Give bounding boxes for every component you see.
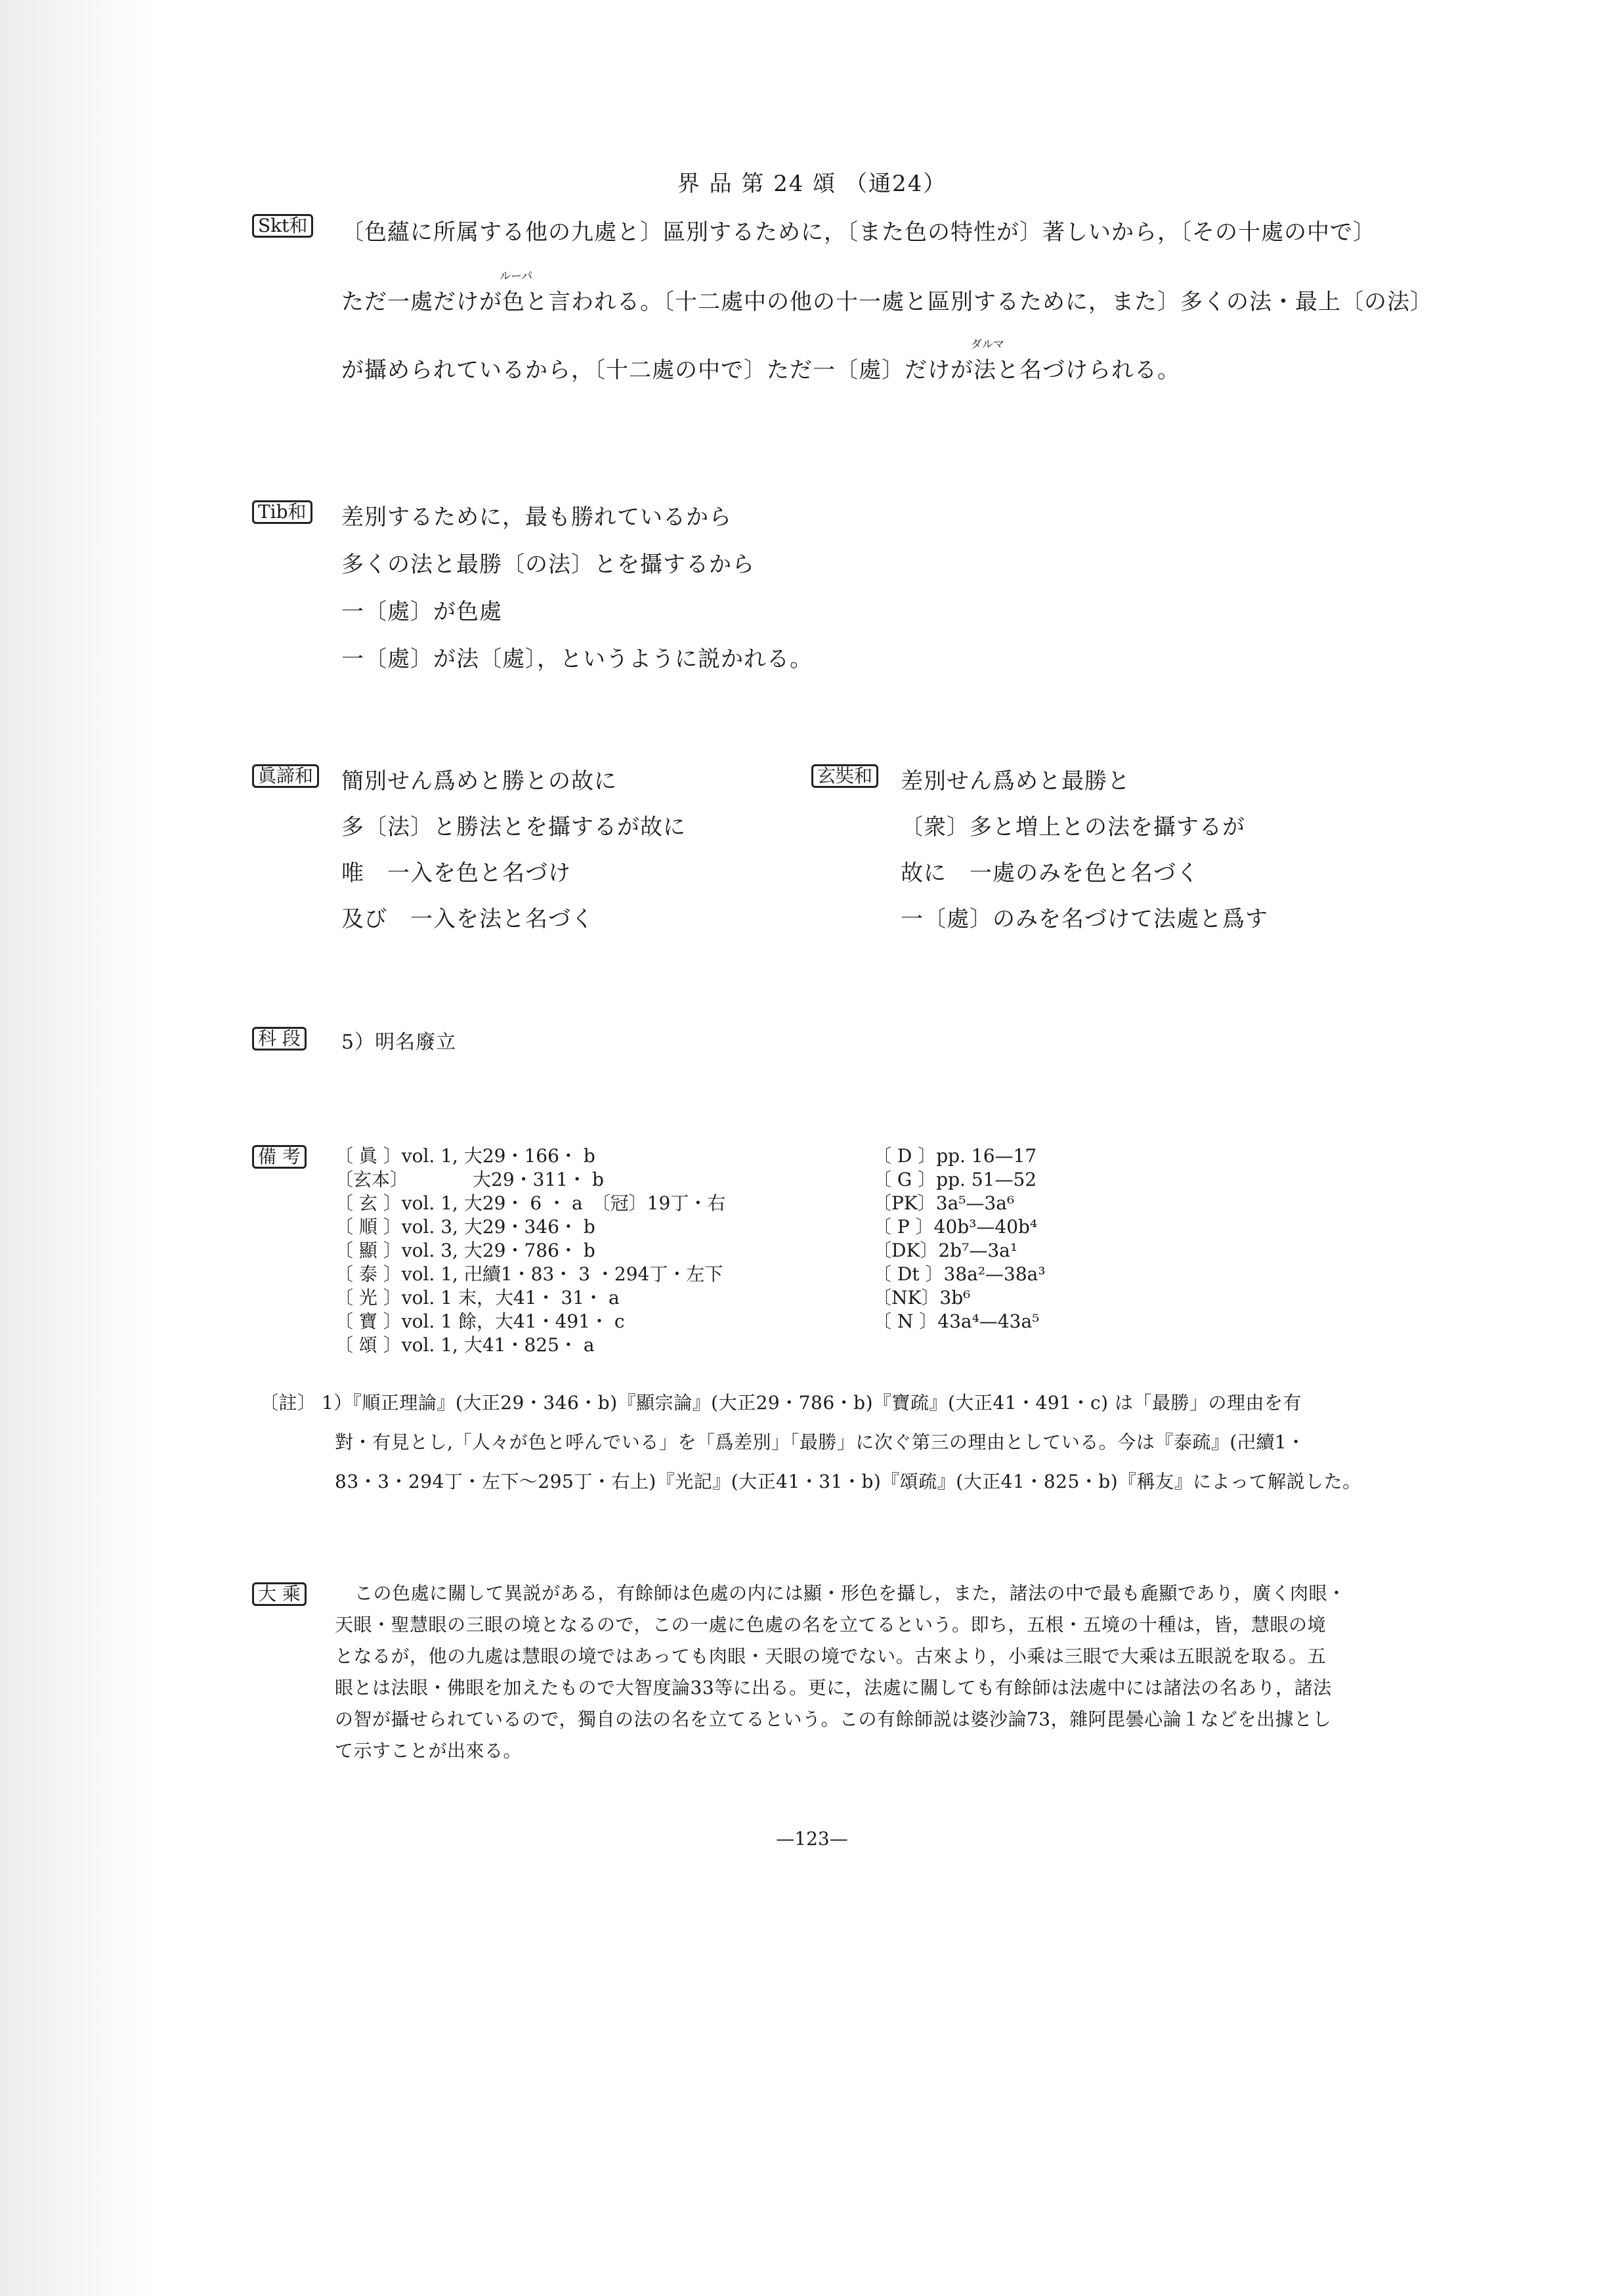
daijo-line-5: の智が攝せられているので，獨自の法の名を立てるという。この有餘師説は婆沙論73，雜阿毘曇心論１などを出據とし <box>335 1708 1332 1730</box>
skt-line-3-post: と名づけられる。 <box>996 357 1180 383</box>
page-header: 界 品 第 24 頌 （通24） <box>677 171 947 197</box>
skt-line-3-pre: が攝められているから，〔十二處の中で〕ただ一〔處〕だけが <box>341 357 973 383</box>
label-skt: Skt和 <box>252 214 313 238</box>
ruby-rupa-reading: ルーパ <box>500 270 533 283</box>
page-number: —123— <box>776 1828 848 1850</box>
ref-right-6: 〔 Dt 〕38a²—38a³ <box>873 1263 1046 1285</box>
daijo-line-3: となるが，他の九處は慧眼の境ではあっても肉眼・天眼の境でない。古來より，小乘は三眼で大乘は五眼説を取る。五 <box>335 1645 1327 1667</box>
ref-left-8: 〔 寶 〕vol. 1 餘，大41・491・ c <box>335 1310 625 1332</box>
note-line-1: 1）『順正理論』(大正29・346・b)『顯宗論』(大正29・786・b)『寶疏』(大正41・491・c) は「最勝」の理由を有 <box>322 1392 1302 1414</box>
skt-line-2-pre: ただ一處だけが <box>341 289 502 315</box>
tib-line-2: 多くの法と最勝〔の法〕とを攝するから <box>341 552 755 578</box>
skt-line-3 <box>341 338 1180 384</box>
daijo-line-6: て示すことが出來る。 <box>335 1740 523 1762</box>
xuanzang-line-4: 一〔處〕のみを名づけて法處と爲す <box>901 906 1268 932</box>
ref-right-4: 〔 P 〕40b³—40b⁴ <box>873 1216 1038 1238</box>
ref-right-3: 〔PK〕3a⁵—3a⁶ <box>873 1192 1015 1214</box>
ref-right-8: 〔 N 〕43a⁴—43a⁵ <box>873 1310 1040 1332</box>
ref-left-5: 〔 顯 〕vol. 3, 大29・786・ b <box>335 1240 595 1261</box>
paramartha-line-2: 多〔法〕と勝法とを攝するが故に <box>341 814 686 840</box>
ref-right-1: 〔 D 〕pp. 16—17 <box>873 1145 1037 1167</box>
label-xuanzang: 玄奘和 <box>811 764 878 788</box>
daijo-line-4: 眼とは法眼・佛眼を加えたもので大智度論33等に出る。更に，法處に關しても有餘師は法處中には諸法の名あり，諸法 <box>335 1677 1332 1699</box>
note-line-3: 83・3・294丁・左下〜295丁・右上)『光記』(大正41・31・b)『頌疏』(大正41・825・b)『稱友』によって解説した。 <box>335 1471 1361 1492</box>
ref-left-9: 〔 頌 〕vol. 1, 大41・825・ a <box>335 1334 595 1356</box>
notes-label: 〔註〕 <box>260 1392 316 1414</box>
ref-right-5: 〔DK〕2b⁷—3a¹ <box>873 1240 1018 1261</box>
daijo-line-2: 天眼・聖慧眼の三眼の境となるので，この一處に色處の名を立てるという。即ち，五根・五境の十種は，皆，慧眼の境 <box>335 1614 1326 1635</box>
note-line-2: 對・有見とし,「人々が色と呼んでいる」を「爲差別」「最勝」に次ぐ第三の理由としている。今は『泰疏』(卍續1・ <box>335 1431 1306 1453</box>
paramartha-line-1: 簡別せん爲めと勝との故に <box>341 768 617 794</box>
ref-left-6: 〔 泰 〕vol. 1, 卍續1・83・ 3 ・294丁・左下 <box>335 1263 723 1285</box>
skt-line-2-post: と言われる。 <box>525 289 663 315</box>
ruby-dharma-reading: ダルマ <box>971 338 1004 351</box>
paramartha-line-3: 唯 一入を色と名づけ <box>341 860 571 886</box>
paramartha-line-4: 及び 一入を法と名づく <box>341 906 594 932</box>
xuanzang-line-1: 差別せん爲めと最勝と <box>901 768 1130 794</box>
xuanzang-line-3: 故に 一處のみを色と名づく <box>901 860 1199 886</box>
label-biko: 備 考 <box>252 1145 307 1169</box>
tib-line-4: 一〔處〕が法〔處〕，というように説かれる。 <box>341 646 813 672</box>
ref-right-2: 〔 G 〕pp. 51—52 <box>873 1169 1037 1190</box>
label-kedan: 科 段 <box>252 1027 307 1051</box>
ref-left-7: 〔 光 〕vol. 1 末，大41・ 31・ a <box>335 1287 620 1309</box>
ref-left-1: 〔 眞 〕vol. 1, 大29・166・ b <box>335 1145 595 1167</box>
label-paramartha: 眞諦和 <box>252 764 319 788</box>
ref-left-3: 〔 玄 〕vol. 1, 大29・ 6 ・ a 〔冠〕19丁・右 <box>335 1192 726 1214</box>
ruby-rupa-base: 色 <box>502 289 525 315</box>
ref-left-4: 〔 順 〕vol. 3, 大29・346・ b <box>335 1216 595 1238</box>
ref-right-7: 〔NK〕3b⁶ <box>873 1287 971 1309</box>
label-tib: Tib和 <box>252 500 312 524</box>
ruby-dharma <box>971 338 1004 384</box>
ruby-dharma-base: 法 <box>973 357 996 383</box>
label-daijo: 大 乘 <box>252 1582 307 1606</box>
ruby-rupa <box>500 270 533 316</box>
skt-line-1: 〔色蘊に所属する他の九處と〕區別するために，〔また色の特性が〕著しいから，〔その十處の中で〕 <box>341 219 1376 246</box>
ref-left-2: 〔玄本〕 大29・311・ b <box>335 1169 604 1190</box>
xuanzang-line-2: 〔衆〕多と増上との法を攝するが <box>901 814 1245 840</box>
tib-line-1: 差別するために，最も勝れているから <box>341 504 732 531</box>
kedan-text: 5）明名廢立 <box>341 1031 457 1054</box>
skt-line-2-rest: 〔十二處中の他の十一處と區別するために，また〕多くの法・最上〔の法〕 <box>663 289 1433 315</box>
daijo-line-1: この色處に關して異説がある，有餘師は色處の内には顯・形色を攝し，また，諸法の中で最も麁顯であり，廣く肉眼・ <box>354 1582 1346 1604</box>
skt-line-2 <box>341 270 1433 316</box>
scan-shadow-edge <box>0 0 158 2296</box>
tib-line-3: 一〔處〕が色處 <box>341 599 502 625</box>
